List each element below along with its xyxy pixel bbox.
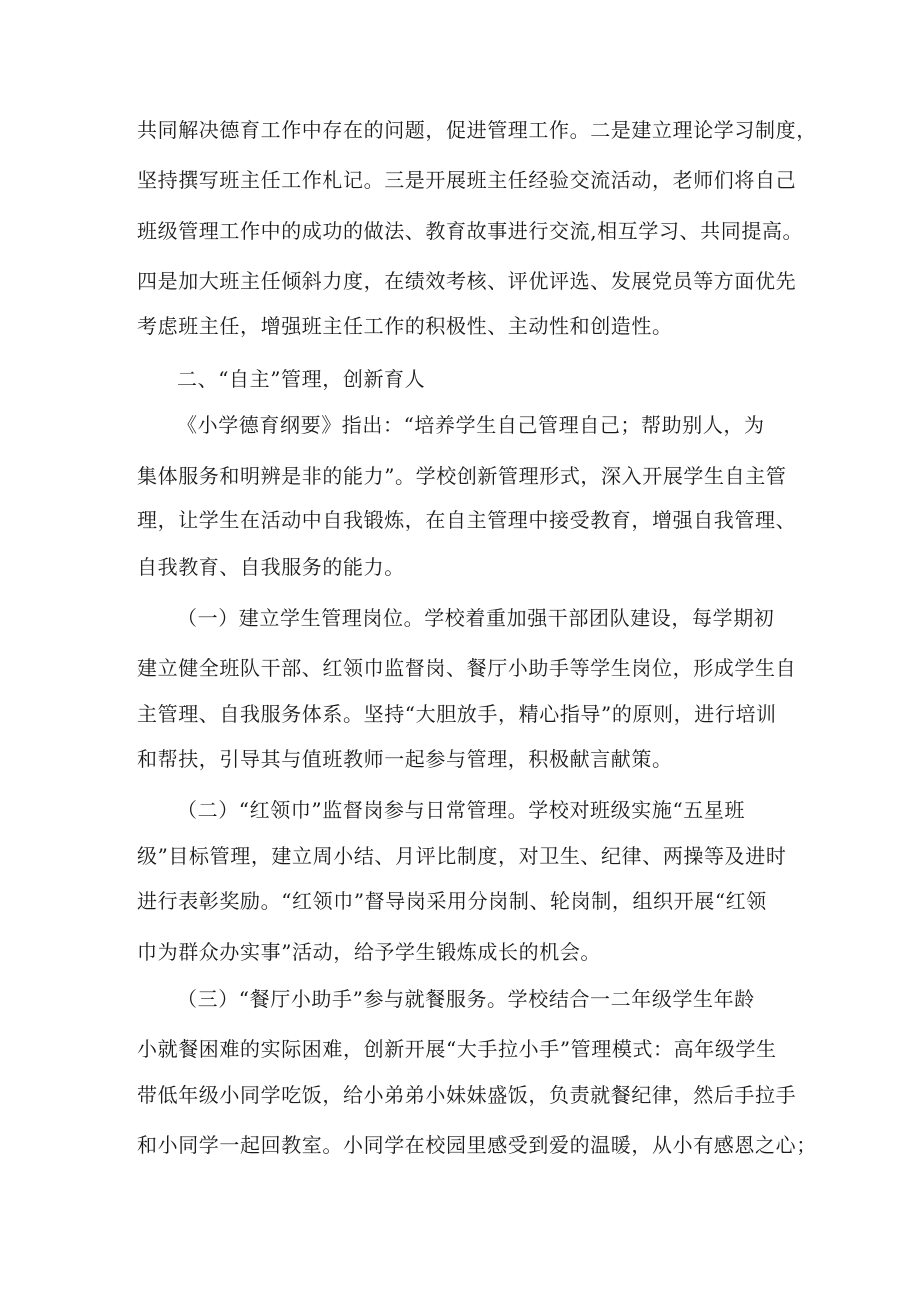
text-line: 和小同学一起回教室。小同学在校园里感受到爱的温暖，从小有感恩之心；: [137, 1133, 817, 1157]
text-line: 级”目标管理，建立周小结、月评比制度，对卫生、纪律、两操等及进时: [137, 844, 787, 868]
text-line: 小就餐困难的实际困难，创新开展“大手拉小手”管理模式：高年级学生: [137, 1037, 777, 1061]
text-line: 自我教育、自我服务的能力。: [137, 555, 405, 579]
text-line: （二）“红领巾”监督岗参与日常管理。学校对班级实施“五星班: [177, 798, 746, 822]
text-line: 理，让学生在活动中自我锻炼，在自主管理中接受教育，增强自我管理、: [137, 508, 797, 532]
text-line: 巾为群众办实事”活动，给予学生锻炼成长的机会。: [137, 940, 602, 964]
text-line: 进行表彰奖励。“红领巾”督导岗采用分岗制、轮岗制，组织开展“红领: [137, 889, 767, 913]
text-line: 和帮扶，引导其与值班教师一起参与管理，积极献言献策。: [137, 747, 673, 771]
text-line: 带低年级小同学吃饭，给小弟弟小妹妹盛饭，负责就餐纪律，然后手拉手: [137, 1083, 797, 1107]
text-line: 主管理、自我服务体系。坚持“大胆放手，精心指导”的原则，进行培训: [137, 702, 777, 726]
text-line: （一）建立学生管理岗位。学校着重加强干部团队建设，每学期初: [177, 606, 775, 630]
text-line: 建立健全班队干部、红领巾监督岗、餐厅小助手等学生岗位，形成学生自: [137, 656, 797, 680]
text-line: 集体服务和明辨是非的能力”。学校创新管理形式，深入开展学生自主管: [137, 464, 787, 488]
section-heading: 二、“自主”管理，创新育人: [177, 367, 426, 391]
text-line: 坚持撰写班主任工作札记。三是开展班主任经验交流活动，老师们将自己: [137, 168, 797, 192]
text-line: 考虑班主任，增强班主任工作的积极性、主动性和创造性。: [137, 314, 673, 338]
text-line: 班级管理工作中的成功的做法、教育故事进行交流,相互学习、共同提高。: [137, 219, 804, 243]
text-line: （三）“餐厅小助手”参与就餐服务。学校结合一二年级学生年龄: [177, 987, 755, 1011]
text-line: 共同解决德育工作中存在的问题，促进管理工作。二是建立理论学习制度，: [137, 118, 817, 142]
text-line: 四是加大班主任倾斜力度，在绩效考核、评优评选、发展党员等方面优先: [137, 269, 797, 293]
text-line: 《小学德育纲要》指出：“培养学生自己管理自己；帮助别人，为: [177, 413, 765, 437]
